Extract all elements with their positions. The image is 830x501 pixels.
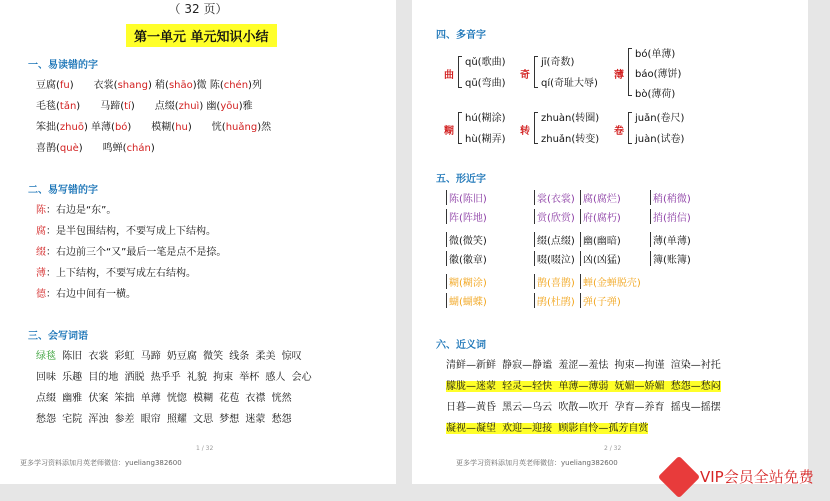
page-number: 1 / 32 [196, 445, 214, 452]
synonym-line: 朦胧—迷蒙 轻灵—轻快 单薄—薄弱 妩媚—娇媚 愁怨—愁闷 [446, 381, 721, 392]
similar-pair: 鹊(喜鹊) 鹃(杜鹃) [534, 274, 575, 308]
page-number: 2 / 32 [604, 445, 622, 452]
unit-title: 第一单元 单元知识小结 [126, 24, 277, 47]
misread-line: 喜鹊(què) 鸣蝉(chán) [36, 143, 155, 154]
vip-text[interactable]: VIP会员全站免费 [700, 468, 814, 486]
vocab-line-2: 回味 乐趣 目的地 洒脱 热乎乎 礼貌 拘束 举杯 感人 会心 [36, 372, 312, 383]
misread-line: 豆腐(fu) 衣裳(shang) 稍(shāo)微 陈(chén)列 [36, 80, 262, 91]
document-page-2 [412, 0, 808, 484]
page-count-header: （ 32 页） [168, 2, 228, 16]
vocab-line-1: 绿毯 陈旧 衣裳 彩虹 马蹄 奶豆腐 微笑 线条 柔美 惊叹 [36, 351, 302, 362]
polyphone-group: 奇 jī(奇数) qí(奇耻大辱) [520, 57, 598, 89]
polyphone-group: 糊 hú(糊涂) hù(糊弄) [444, 113, 506, 145]
diamond-icon [658, 456, 700, 498]
polyphone-group: 曲 qǔ(歌曲) qū(弯曲) [444, 57, 506, 89]
similar-pair: 微(微笑) 徽(徽章) [446, 232, 487, 266]
vocab-line-4: 愁怨 宅院 浑浊 参差 眼帘 照耀 文思 梦想 迷蒙 愁怨 [36, 414, 292, 425]
similar-pair: 缀(点缀) 啜(啜泣) [534, 232, 575, 266]
similar-pair: 薄(单薄) 簿(账簿) [650, 232, 691, 266]
similar-pair: 裳(衣裳) 赏(欣赏) [534, 190, 575, 224]
synonym-line: 日暮—黄昏 黑云—乌云 吹散—吹开 孕育—养育 摇曳—摇摆 [446, 402, 721, 413]
footer-note: 更多学习资料添加月英老师微信：yueliang382600 [456, 459, 618, 467]
polyphone-group: 薄 bó(单薄) báo(薄饼) bò(薄荷) [614, 49, 682, 100]
similar-pair: 幽(幽暗) 凶(凶猛) [580, 232, 621, 266]
section-heading-synonyms: 六、近义词 [436, 340, 486, 351]
similar-pair: 糊(糊涂) 蝴(蝴蝶) [446, 274, 487, 308]
section-heading-miswrite: 二、易写错的字 [28, 185, 98, 196]
misread-line: 毛毯(tǎn) 马蹄(tí) 点缀(zhuì) 幽(yōu)雅 [36, 101, 253, 112]
synonym-line: 凝视—凝望 欢迎—迎接 顾影自怜—孤芳自赏 [446, 423, 649, 434]
vip-banner[interactable] [660, 460, 830, 494]
synonym-line: 清鲜—新鲜 静寂—静谧 羞涩—羞怯 拘束—拘谨 渲染—衬托 [446, 360, 721, 371]
section-heading-similar: 五、形近字 [436, 174, 486, 185]
miswrite-item: 腐：是半包围结构，不要写成上下结构。 [36, 226, 216, 237]
miswrite-item: 陈：右边是“东”。 [36, 205, 117, 216]
footer-note: 更多学习资料添加月英老师微信：yueliang382600 [20, 459, 182, 467]
section-heading-vocab: 三、会写词语 [28, 331, 88, 342]
miswrite-item: 德：右边中间有一横。 [36, 289, 136, 300]
section-heading-misread: 一、易读错的字 [28, 60, 98, 71]
vocab-first-word: 绿毯 [36, 351, 56, 362]
similar-pair: 蝉(金蝉脱壳) 弹(子弹) [580, 274, 641, 308]
polyphone-group: 转 zhuàn(转圈) zhuǎn(转变) [520, 113, 600, 145]
section-heading-polyphones: 四、多音字 [436, 30, 486, 41]
similar-pair: 稍(稍微) 捎(捎信) [650, 190, 691, 224]
similar-pair: 腐(腐烂) 府(腐朽) [580, 190, 621, 224]
miswrite-item: 缀：右边前三个“又”最后一笔是点不是捺。 [36, 247, 227, 258]
polyphone-group: 卷 juǎn(卷尺) juàn(试卷) [614, 113, 685, 145]
misread-line: 笨拙(zhuō) 单薄(bó) 模糊(hu) 恍(huǎng)然 [36, 122, 272, 133]
similar-pair: 陈(陈旧) 阵(阵地) [446, 190, 487, 224]
miswrite-item: 薄：上下结构，不要写成左右结构。 [36, 268, 196, 279]
vocab-line-3: 点缀 幽雅 伏案 笨拙 单薄 恍惚 模糊 花苞 衣襟 恍然 [36, 393, 292, 404]
document-page-1 [0, 0, 396, 484]
